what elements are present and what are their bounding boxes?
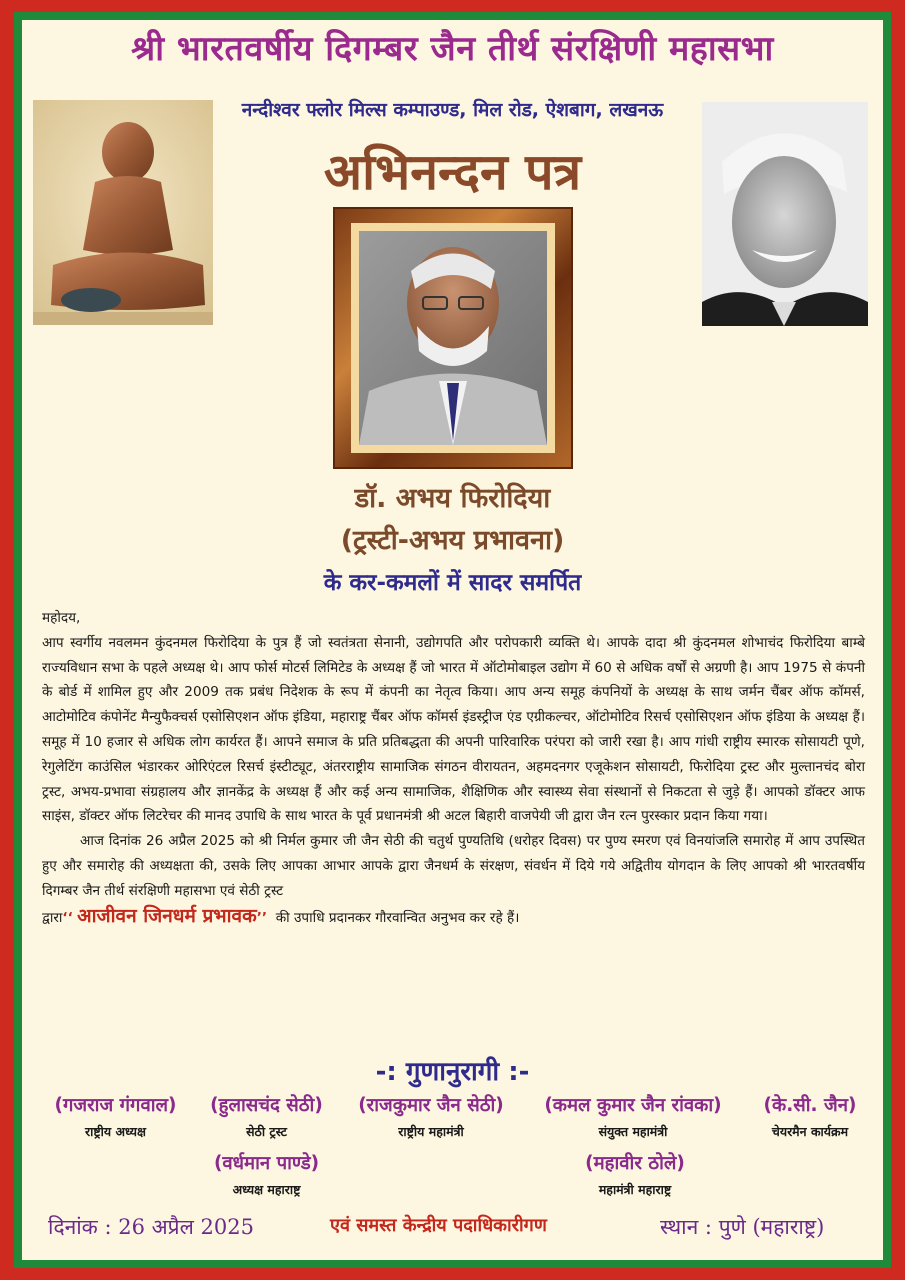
honoree-name: डॉ. अभय फिरोदिया	[354, 483, 551, 514]
organization-address: नन्दीश्वर फ्लोर मिल्स कम्पाउण्ड, मिल रोड, ऐशबाग, लखनऊ	[241, 99, 664, 121]
signatory: (वर्धमान पाण्डे) अध्यक्ष महाराष्ट्र	[213, 1153, 320, 1197]
letter-body	[42, 606, 865, 930]
signatory: (हुलासचंद सेठी) सेठी ट्रस्ट	[210, 1095, 323, 1139]
signatory: (कमल कुमार जैन रांवका) संयुक्त महामंत्री	[544, 1095, 722, 1139]
honoree-trustee-title: (ट्रस्टी-अभय प्रभावना)	[340, 525, 565, 556]
salutation: महोदय,	[42, 610, 81, 626]
footer-officials: एवं समस्त केन्द्रीय पदाधिकारीगण	[330, 1215, 547, 1236]
signatory: (महावीर ठोले) महामंत्री महाराष्ट्र	[585, 1153, 685, 1197]
letter-paragraph-1: आप स्वर्गीय नवलमन कुंदनमल फिरोदिया के पुत्र हैं जो स्वतंत्रता सेनानी, उद्योगपति और परोपकारी व्यक्ति थे। आपके दादा श्री कुंदनमल शोभाचंद फिरोदिया बाम्बे राज्यविधान सभा के पहले अध्यक्ष थे। आप फोर्स मोटर्स लिमिटेड के अध्यक्ष हैं जो भारत में ऑटोमोबाइल उद्योग में 60 से अधिक वर्षों से अग्रणी है। आप 1975 से कंपनी के बोर्ड में शामिल हुए और 2009 तक प्रबंध निदेशक के रूप में कंपनी का नेतृत्व किया। आप अन्य समूह कंपनियों के अध्यक्ष के साथ जर्मन चैंबर ऑफ कॉमर्स, आटोमोटिव कंपोनेंट मैन्युफैक्चर्स एसोसिएशन ऑफ इंडिया, महाराष्ट्र चैंबर ऑफ कॉमर्स इंडस्ट्रीज एंड एग्रीकल्चर, ऑटोमोटिव रिसर्च एसोसिएशन ऑफ इंडिया के अध्यक्ष हैं। समूह में 10 हजार से अधिक लोग कार्यरत हैं। आपने समाज के प्रति प्रतिबद्धता की अपनी पारिवारिक परंपरा को जारी रखा है। आप गांधी राष्ट्रीय स्मारक सोसायटी पूणे, रेगुलेटिंग काउंसिल भंडारकर ओरिएंटल रिसर्च इंस्टीट्यूट, अंतरराष्ट्रीय सामाजिक संगठन वीरायतन, अहमदनगर एजूकेशन सोसायटी, फिरोदिया ट्रस्ट और मुल्तानचंद बोरा ट्रस्ट, अभय-प्रभावा संग्रहालय और ज्ञानकेंद्र के अध्यक्ष हैं और कई अन्य सामाजिक, शैक्षिणिक और स्वास्थ्य सेवा संस्थानों से निकटता से जुड़े हैं। आपको डॉक्टर आफ साइंस, डॉक्टर ऑफ लिटरेचर की मानद उपाधि के साथ भारत के पूर्व प्रधानमंत्री श्री अटल बिहारी वाजपेयी जी द्वारा जैन रत्न पुरस्कार प्रदान किया गया।	[42, 634, 865, 825]
monk-statue-photo	[33, 100, 213, 325]
footer-place: स्थान : पुणे (महाराष्ट्र)	[660, 1215, 825, 1239]
elder-portrait-photo	[702, 102, 868, 326]
signatory: (राजकुमार जैन सेठी) राष्ट्रीय महामंत्री	[358, 1095, 504, 1139]
organization-title: श्री भारतवर्षीय दिगम्बर जैन तीर्थ संरक्षिणी महासभा	[131, 29, 774, 69]
letter-paragraph-3: द्वारा‘‘ आजीवन जिनधर्म प्रभावक’’ की उपाधि प्रदानकर गौरवान्वित अनुभव कर रहे हैं।	[42, 904, 520, 927]
well-wishers-heading: -: गुणानुरागी :-	[375, 1057, 530, 1087]
signatory: (के.सी. जैन) चेयरमैन कार्यक्रम	[763, 1095, 857, 1139]
honor-title: आजीवन जिनधर्म प्रभावक	[77, 904, 257, 927]
footer-date: दिनांक : 26 अप्रैल 2025	[48, 1215, 254, 1239]
letter-paragraph-2: आज दिनांक 26 अप्रैल 2025 को श्री निर्मल कुमार जी जैन सेठी की चतुर्थ पुण्यतिथि (धरोहर दिवस) पर पुण्य स्मरण एवं विनयांजलि समारोह में आप उपस्थित हुए और समारोह की अध्यक्षता की, उसके लिए आपका आभार आपके द्वारा जैनधर्म के संरक्षण, संवर्धन में दिये गये अद्वितीय योगदान के लिए आपको श्री भारतवर्षीय दिगम्बर जैन तीर्थ संरक्षिणी महासभा एवं सेठी ट्रस्ट	[42, 833, 865, 899]
honoree-portrait-frame	[333, 207, 573, 469]
signatory: (गजराज गंगवाल) राष्ट्रीय अध्यक्ष	[54, 1095, 177, 1139]
certificate-heading: अभिनन्दन पत्र	[323, 143, 582, 201]
dedication-line: के कर-कमलों में सादर समर्पित	[323, 570, 582, 596]
honoree-portrait-photo	[359, 231, 547, 445]
